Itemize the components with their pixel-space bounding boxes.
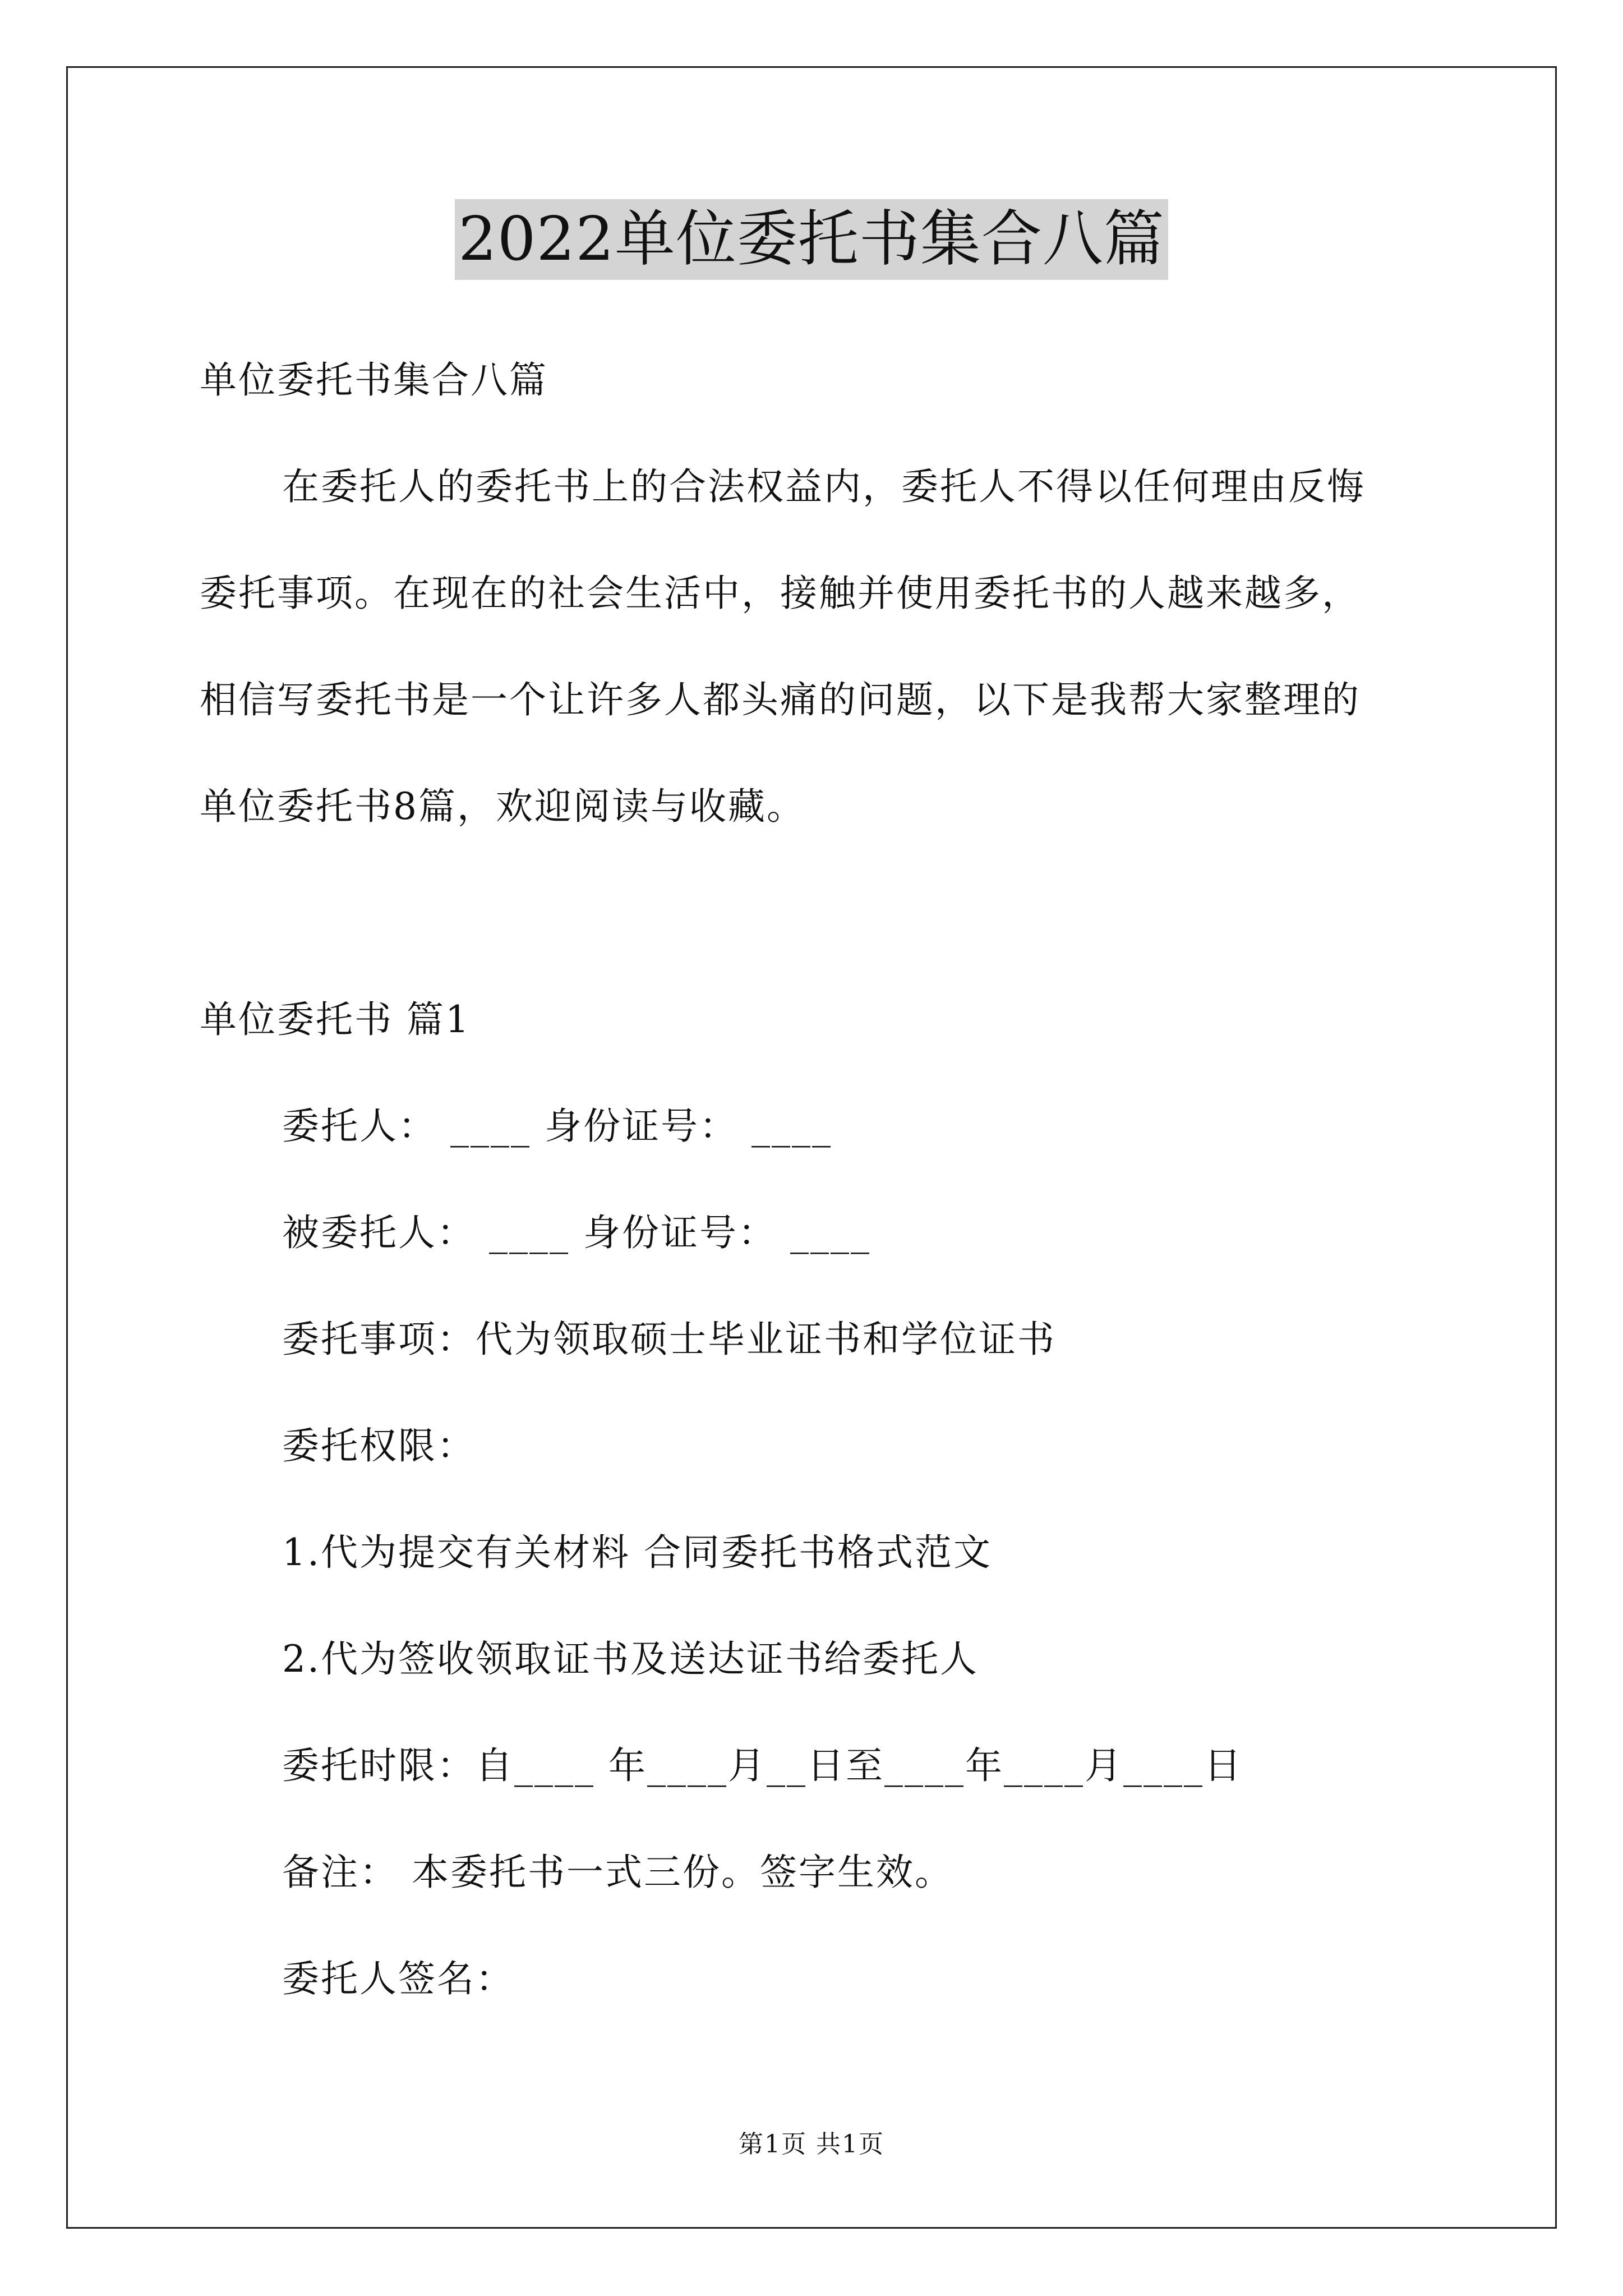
intro-line: 单位委托书8篇，欢迎阅读与收藏。 xyxy=(200,785,805,828)
principal-line: 委托人： ____ 身份证号： ____ xyxy=(282,1105,832,1148)
authority-item: 2.代为签收领取证书及送达证书给委托人 xyxy=(282,1637,979,1681)
note-line: 备注： 本委托书一式三份。签字生效。 xyxy=(282,1851,953,1894)
agent-line: 被委托人： ____ 身份证号： ____ xyxy=(282,1211,871,1254)
intro-line: 委托事项。在现在的社会生活中，接触并使用委托书的人越来越多， xyxy=(200,572,1361,615)
page-footer: 第1页 共1页 xyxy=(739,2130,884,2159)
document-subtitle: 单位委托书集合八篇 xyxy=(200,358,548,402)
intro-line: 相信写委托书是一个让许多人都头痛的问题，以下是我帮大家整理的 xyxy=(200,678,1361,721)
intro-line: 在委托人的委托书上的合法权益内，委托人不得以任何理由反悔 xyxy=(282,465,1366,508)
authority-item: 1.代为提交有关材料 合同委托书格式范文 xyxy=(282,1531,992,1574)
entrusted-matter-line: 委托事项：代为领取硕士毕业证书和学位证书 xyxy=(282,1318,1056,1361)
section-heading: 单位委托书 篇1 xyxy=(200,998,471,1041)
document-title: 2022单位委托书集合八篇 xyxy=(455,199,1168,280)
signature-line: 委托人签名： xyxy=(282,1957,514,2000)
title-container xyxy=(0,199,1623,280)
authority-heading: 委托权限： xyxy=(282,1424,476,1467)
term-line: 委托时限：自____ 年____月__日至____年____月____日 xyxy=(282,1744,1243,1787)
